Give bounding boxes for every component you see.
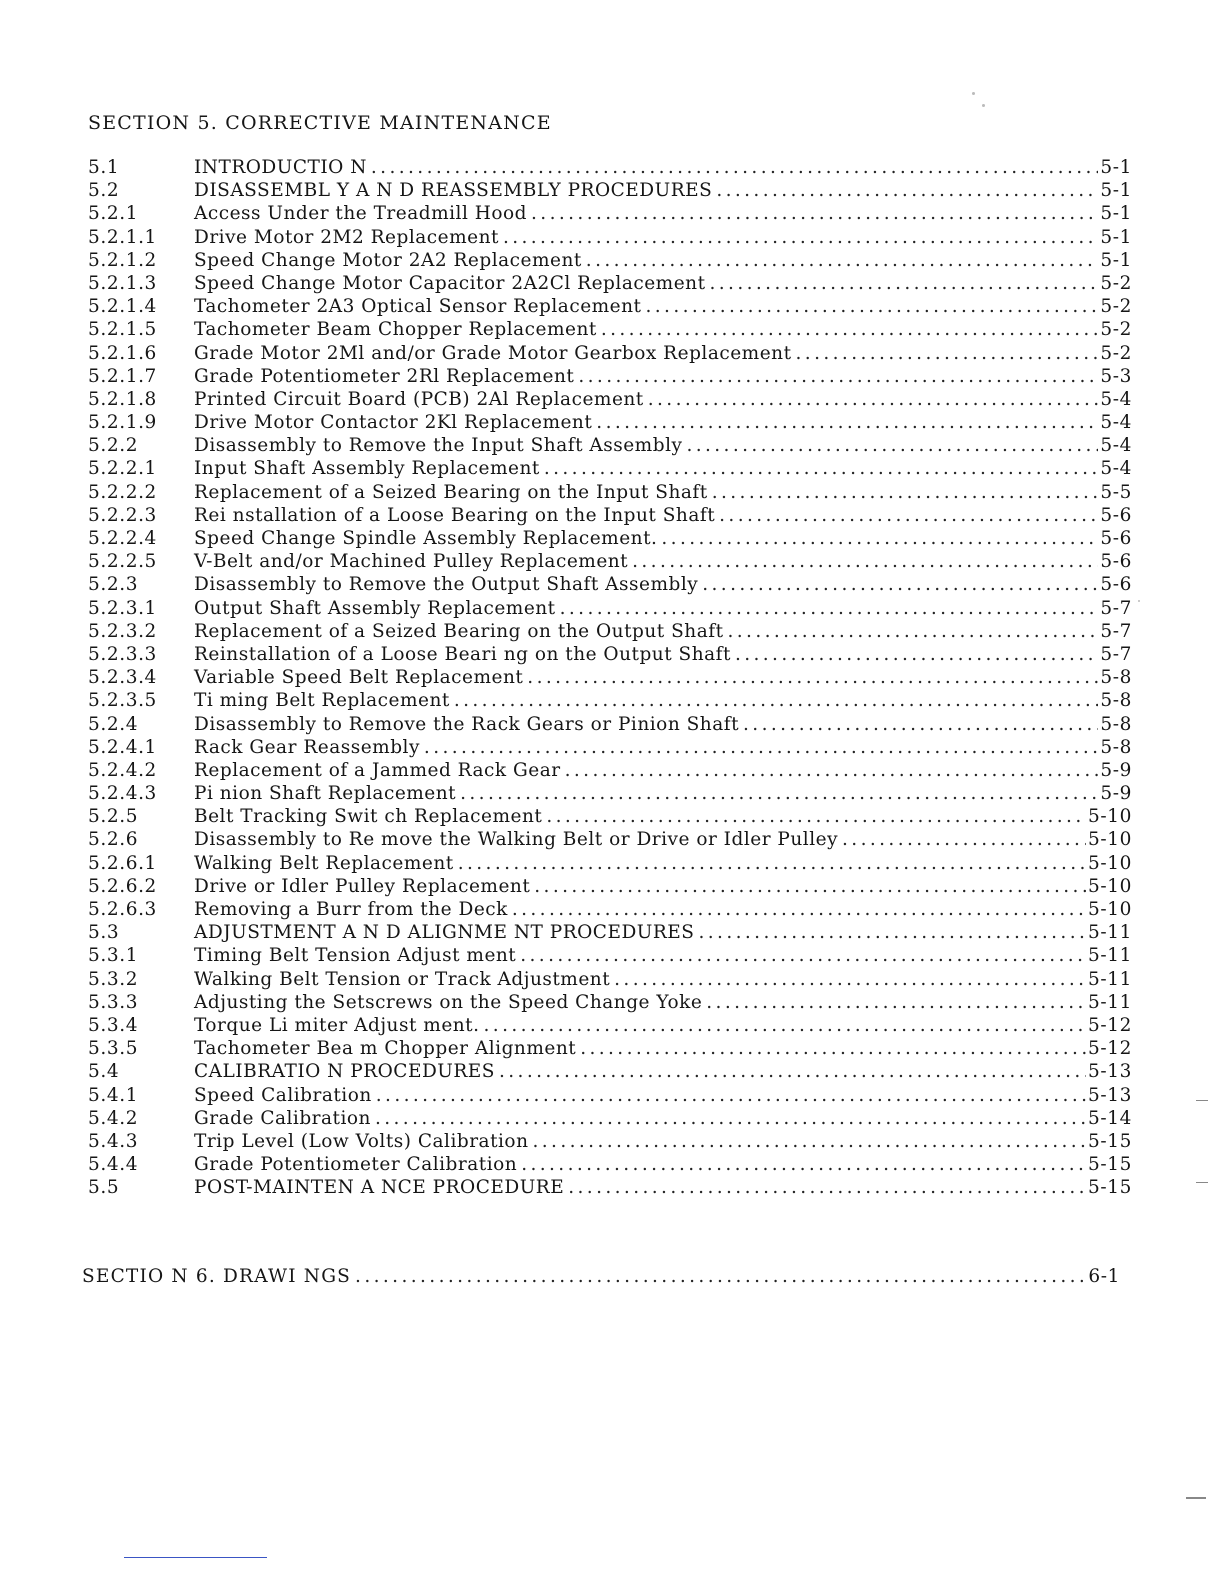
toc-entry bbox=[88, 689, 1132, 712]
section-5-heading: SECTION 5. CORRECTIVE MAINTENANCE bbox=[88, 112, 552, 134]
toc-entry-page: 5-1 bbox=[1100, 249, 1132, 271]
scan-mark bbox=[1196, 1182, 1208, 1183]
toc-entry-number: 5.2.4.2 bbox=[88, 759, 157, 781]
dot-leader bbox=[706, 991, 1086, 1014]
dot-leader bbox=[568, 1176, 1086, 1199]
toc-entry-title: Disassembly to Remove the Rack Gears or Pinion Shaft bbox=[194, 713, 740, 735]
toc-entry-number: 5.2.6.3 bbox=[88, 899, 157, 920]
toc-entry-page: 5-8 bbox=[1100, 667, 1132, 689]
dot-leader bbox=[512, 898, 1086, 921]
toc-entry bbox=[88, 481, 1132, 504]
dot-leader bbox=[521, 1153, 1086, 1176]
toc-entry-page: 5-14 bbox=[1088, 1107, 1132, 1129]
toc-entry bbox=[88, 318, 1132, 341]
toc-entry-number: 5.2.2.1 bbox=[88, 458, 157, 480]
dot-leader bbox=[560, 597, 1099, 620]
dot-leader bbox=[645, 295, 1098, 318]
toc-entry bbox=[88, 411, 1132, 434]
toc-entry bbox=[88, 527, 1132, 550]
toc-entry bbox=[88, 202, 1132, 225]
toc-entry-title: Belt Tracking Swit ch Replacement bbox=[194, 806, 543, 828]
toc-entry-title: DISASSEMBL Y A N D REASSEMBLY PROCEDURES bbox=[194, 180, 713, 202]
toc-entry-page: 5-3 bbox=[1100, 365, 1132, 387]
dot-leader bbox=[648, 388, 1099, 411]
dot-leader bbox=[698, 921, 1086, 944]
toc-entry-title: Rei nstallation of a Loose Bearing on the Input Shaft bbox=[194, 504, 716, 526]
toc-entry-page: 5-6 bbox=[1100, 504, 1132, 526]
toc-entry-page: 5-1 bbox=[1100, 157, 1132, 178]
toc-entry-page: 5-9 bbox=[1100, 783, 1132, 805]
toc-entry-title: Speed Change Spindle Assembly Replacement. bbox=[194, 528, 658, 549]
toc-entry bbox=[88, 875, 1132, 898]
toc-entry-number: 5.3.4 bbox=[88, 1014, 139, 1036]
toc-entry-number: 5.2.3.5 bbox=[88, 690, 157, 712]
dot-leader bbox=[661, 527, 1098, 550]
dot-leader bbox=[355, 1265, 1086, 1288]
toc-entry-title: Rack Gear Reassembly bbox=[194, 736, 420, 758]
toc-entry-page: 5-10 bbox=[1088, 899, 1132, 920]
toc-entry-number: 5.3.3 bbox=[88, 991, 139, 1013]
toc-entry-page: 5-2 bbox=[1100, 319, 1132, 341]
toc-entry bbox=[88, 944, 1132, 967]
toc-entry-title: Printed Circuit Board (PCB) 2Al Replacement bbox=[194, 388, 644, 410]
toc-entry bbox=[88, 991, 1132, 1014]
dot-leader bbox=[614, 968, 1086, 991]
toc-entry-title: Disassembly to Remove the Input Shaft Assembly bbox=[194, 435, 683, 457]
toc-entry bbox=[88, 782, 1132, 805]
toc-entry bbox=[88, 272, 1132, 295]
toc-entry bbox=[88, 179, 1132, 202]
dot-leader bbox=[424, 736, 1098, 759]
table-of-contents bbox=[88, 156, 1132, 1199]
dot-leader bbox=[533, 1130, 1087, 1153]
dot-leader bbox=[580, 1037, 1086, 1060]
toc-entry bbox=[88, 295, 1132, 318]
dot-leader bbox=[710, 272, 1099, 295]
toc-entry-page: 5-7 bbox=[1100, 643, 1132, 665]
toc-entry-number: 5.2.1.3 bbox=[88, 272, 157, 294]
toc-entry-number: 5.2.3 bbox=[88, 574, 139, 596]
toc-entry bbox=[88, 1176, 1132, 1199]
toc-entry-page: 5-4 bbox=[1100, 412, 1132, 434]
toc-entry-number: 5.3.5 bbox=[88, 1038, 139, 1060]
toc-entry-title: Adjusting the Setscrews on the Speed Change Yoke bbox=[194, 991, 703, 1013]
toc-entry-title: Speed Calibration bbox=[194, 1084, 372, 1106]
toc-entry-number: 5.4.2 bbox=[88, 1107, 139, 1129]
toc-entry-page: 5-4 bbox=[1100, 388, 1132, 410]
dot-leader bbox=[578, 365, 1098, 388]
dot-leader bbox=[735, 643, 1098, 666]
toc-entry-title: SECTIO N 6. DRAWI NGS bbox=[82, 1266, 352, 1287]
toc-entry-page: 5-10 bbox=[1088, 806, 1132, 828]
toc-entry bbox=[88, 620, 1132, 643]
toc-entry-title: ADJUSTMENT A N D ALIGNME NT PROCEDURES bbox=[194, 922, 695, 944]
toc-entry-page: 5-11 bbox=[1088, 922, 1132, 944]
toc-entry bbox=[88, 736, 1132, 759]
toc-entry-number: 5.2.5 bbox=[88, 806, 139, 828]
toc-entry-page: 5-1 bbox=[1100, 203, 1132, 225]
dot-leader bbox=[686, 434, 1098, 457]
toc-entry-number: 5.5 bbox=[88, 1177, 120, 1199]
dot-leader bbox=[520, 944, 1086, 967]
toc-entry-title: Walking Belt Tension or Track Adjustment bbox=[194, 968, 611, 990]
toc-entry-title: Speed Change Motor 2A2 Replacement bbox=[194, 249, 582, 271]
toc-entry-title: Disassembly to Remove the Output Shaft Assembly bbox=[194, 574, 699, 596]
toc-entry-page: 5-4 bbox=[1100, 458, 1132, 480]
toc-entry-page: 5-2 bbox=[1100, 342, 1132, 364]
toc-entry-number: 5.2.4 bbox=[88, 713, 139, 735]
dot-leader bbox=[460, 782, 1098, 805]
dot-leader bbox=[842, 828, 1086, 851]
toc-entry-page: 5-13 bbox=[1088, 1061, 1132, 1083]
toc-entry-number: 5.2 bbox=[88, 180, 120, 202]
dot-leader bbox=[632, 550, 1098, 573]
dot-leader bbox=[376, 1084, 1086, 1107]
toc-entry-number: 5.2.6 bbox=[88, 829, 139, 851]
toc-entry-number: 5.4.3 bbox=[88, 1130, 139, 1152]
toc-entry bbox=[88, 249, 1132, 272]
toc-entry-title: Grade Calibration bbox=[194, 1107, 371, 1129]
toc-entry-title: Trip Level (Low Volts) Calibration bbox=[194, 1130, 529, 1152]
toc-entry-title: Access Under the Treadmill Hood bbox=[194, 203, 528, 225]
dot-leader bbox=[712, 481, 1099, 504]
toc-entry bbox=[88, 573, 1132, 596]
toc-entry-title: Replacement of a Seized Bearing on the Input Shaft bbox=[194, 481, 708, 503]
toc-entry-title: Ti ming Belt Replacement bbox=[194, 690, 450, 712]
dot-leader bbox=[371, 156, 1099, 179]
toc-entry-title: CALIBRATIO N PROCEDURES bbox=[194, 1061, 495, 1083]
toc-entry-number: 5.2.3.4 bbox=[88, 667, 157, 689]
toc-entry bbox=[88, 1130, 1132, 1153]
dot-leader bbox=[458, 852, 1086, 875]
toc-entry bbox=[88, 921, 1132, 944]
toc-entry-section-6 bbox=[82, 1265, 1120, 1288]
dot-leader bbox=[586, 249, 1099, 272]
toc-entry bbox=[88, 968, 1132, 991]
toc-entry bbox=[88, 828, 1132, 851]
toc-entry bbox=[88, 1153, 1132, 1176]
toc-entry-title: Tachometer Bea m Chopper Alignment bbox=[194, 1038, 577, 1060]
toc-entry-page: 5-6 bbox=[1100, 528, 1132, 549]
toc-entry-title: Reinstallation of a Loose Beari ng on the Output Shaft bbox=[194, 643, 731, 665]
toc-entry-page: 5-12 bbox=[1088, 1014, 1132, 1036]
toc-entry-page: 5-10 bbox=[1088, 829, 1132, 851]
toc-entry-title: Drive or Idler Pulley Replacement bbox=[194, 875, 531, 897]
toc-entry-page: 5-9 bbox=[1100, 759, 1132, 781]
toc-entry-title: Replacement of a Jammed Rack Gear bbox=[194, 759, 561, 781]
dot-leader bbox=[484, 1014, 1087, 1037]
toc-entry-number: 5.3 bbox=[88, 922, 120, 944]
dot-leader bbox=[728, 620, 1099, 643]
toc-entry bbox=[88, 342, 1132, 365]
toc-entry-page: 5-11 bbox=[1088, 945, 1132, 967]
toc-entry-page: 5-10 bbox=[1088, 852, 1132, 874]
toc-entry bbox=[88, 597, 1132, 620]
toc-entry-number: 5.4.1 bbox=[88, 1084, 139, 1106]
toc-entry-title: Removing a Burr from the Deck bbox=[194, 899, 508, 920]
toc-entry-page: 5-15 bbox=[1088, 1130, 1132, 1152]
toc-entry-number: 5.2.6.2 bbox=[88, 875, 157, 897]
dot-leader bbox=[375, 1107, 1086, 1130]
toc-entry bbox=[88, 388, 1132, 411]
toc-entry bbox=[88, 1084, 1132, 1107]
toc-entry-number: 5.2.3.2 bbox=[88, 620, 157, 642]
toc-entry-number: 5.2.4.1 bbox=[88, 736, 157, 758]
toc-entry-page: 5-8 bbox=[1100, 690, 1132, 712]
dot-leader bbox=[796, 342, 1099, 365]
scan-mark bbox=[1196, 1100, 1208, 1101]
toc-entry-title: Torque Li miter Adjust ment. bbox=[194, 1014, 480, 1036]
toc-entry-page: 5-7 bbox=[1100, 597, 1132, 619]
dot-leader bbox=[716, 179, 1098, 202]
dot-leader bbox=[565, 759, 1099, 782]
toc-entry-number: 5.2.1.4 bbox=[88, 296, 157, 318]
dot-leader bbox=[743, 713, 1098, 736]
toc-entry bbox=[88, 898, 1132, 921]
toc-entry-number: 5.2.4.3 bbox=[88, 783, 157, 805]
dot-leader bbox=[702, 573, 1098, 596]
toc-entry bbox=[88, 434, 1132, 457]
toc-entry-title: Walking Belt Replacement bbox=[194, 852, 454, 874]
dot-leader bbox=[601, 318, 1099, 341]
toc-entry-title: Drive Motor 2M2 Replacement bbox=[194, 226, 499, 248]
dot-leader bbox=[544, 457, 1099, 480]
toc-entry-number: 5.2.1.7 bbox=[88, 365, 157, 387]
scan-speck bbox=[1138, 600, 1140, 602]
toc-entry-page: 5-1 bbox=[1100, 226, 1132, 248]
footer-rule bbox=[124, 1557, 267, 1558]
toc-entry-number: 5.2.1.1 bbox=[88, 226, 157, 248]
toc-entry bbox=[88, 805, 1132, 828]
dot-leader bbox=[546, 805, 1086, 828]
toc-entry-page: 6-1 bbox=[1088, 1266, 1120, 1287]
toc-entry-title: Grade Motor 2Ml and/or Grade Motor Gearbox Replacement bbox=[194, 342, 792, 364]
toc-entry-page: 5-10 bbox=[1088, 875, 1132, 897]
scan-speck bbox=[972, 92, 975, 95]
toc-entry-page: 5-8 bbox=[1100, 713, 1132, 735]
toc-entry-page: 5-11 bbox=[1088, 991, 1132, 1013]
toc-entry-number: 5.2.1.9 bbox=[88, 412, 157, 434]
toc-entry-title: Disassembly to Re move the Walking Belt or Drive or Idler Pulley bbox=[194, 829, 839, 851]
toc-entry-page: 5-13 bbox=[1088, 1084, 1132, 1106]
toc-entry bbox=[88, 156, 1132, 179]
toc-entry bbox=[88, 1037, 1132, 1060]
toc-entry-title: Grade Potentiometer 2Rl Replacement bbox=[194, 365, 575, 387]
toc-entry bbox=[88, 504, 1132, 527]
toc-entry-page: 5-15 bbox=[1088, 1177, 1132, 1199]
toc-entry-number: 5.3.1 bbox=[88, 945, 139, 967]
toc-entry-number: 5.2.3.1 bbox=[88, 597, 157, 619]
scan-mark bbox=[1186, 1497, 1206, 1499]
dot-leader bbox=[503, 226, 1098, 249]
dot-leader bbox=[531, 202, 1098, 225]
dot-leader bbox=[527, 666, 1098, 689]
toc-entry-title: Tachometer Beam Chopper Replacement bbox=[194, 319, 597, 341]
dot-leader bbox=[454, 689, 1099, 712]
dot-leader bbox=[719, 504, 1098, 527]
toc-entry-title: Drive Motor Contactor 2Kl Replacement bbox=[194, 412, 593, 434]
toc-entry-page: 5-1 bbox=[1100, 180, 1132, 202]
toc-entry-title: Output Shaft Assembly Replacement bbox=[194, 597, 556, 619]
toc-entry bbox=[88, 1107, 1132, 1130]
toc-entry-page: 5-7 bbox=[1100, 620, 1132, 642]
toc-entry-page: 5-15 bbox=[1088, 1154, 1132, 1176]
toc-entry bbox=[88, 759, 1132, 782]
toc-entry bbox=[88, 666, 1132, 689]
toc-entry-title: Timing Belt Tension Adjust ment bbox=[194, 945, 517, 967]
toc-entry-page: 5-2 bbox=[1100, 296, 1132, 318]
toc-entry bbox=[88, 852, 1132, 875]
toc-entry-title: INTRODUCTIO N bbox=[194, 157, 367, 178]
dot-leader bbox=[596, 411, 1098, 434]
toc-entry bbox=[88, 457, 1132, 480]
toc-entry-page: 5-5 bbox=[1100, 481, 1132, 503]
toc-entry bbox=[88, 1014, 1132, 1037]
toc-entry-page: 5-6 bbox=[1100, 574, 1132, 596]
toc-entry-page: 5-8 bbox=[1100, 736, 1132, 758]
toc-entry-title: Speed Change Motor Capacitor 2A2Cl Replacement bbox=[194, 272, 706, 294]
toc-entry-number: 5.2.1 bbox=[88, 203, 139, 225]
toc-entry-number: 5.2.6.1 bbox=[88, 852, 157, 874]
toc-entry-number: 5.2.2.5 bbox=[88, 551, 157, 573]
toc-entry-title: Tachometer 2A3 Optical Sensor Replacement bbox=[194, 296, 642, 318]
toc-entry-title: V-Belt and/or Machined Pulley Replacement bbox=[194, 551, 629, 573]
toc-entry-page: 5-11 bbox=[1088, 968, 1132, 990]
toc-entry-number: 5.2.1.8 bbox=[88, 388, 157, 410]
toc-entry-title: Pi nion Shaft Replacement bbox=[194, 783, 457, 805]
dot-leader bbox=[499, 1060, 1086, 1083]
toc-entry-number: 5.2.3.3 bbox=[88, 643, 157, 665]
toc-entry-title: Grade Potentiometer Calibration bbox=[194, 1154, 518, 1176]
toc-entry bbox=[88, 713, 1132, 736]
dot-leader bbox=[534, 875, 1086, 898]
toc-entry-page: 5-12 bbox=[1088, 1038, 1132, 1060]
toc-entry-title: Variable Speed Belt Replacement bbox=[194, 667, 524, 689]
toc-entry-number: 5.2.1.5 bbox=[88, 319, 157, 341]
toc-entry-number: 5.2.2.3 bbox=[88, 504, 157, 526]
toc-entry-number: 5.1 bbox=[88, 157, 120, 178]
toc-entry-page: 5-6 bbox=[1100, 551, 1132, 573]
toc-entry bbox=[88, 226, 1132, 249]
toc-entry bbox=[88, 643, 1132, 666]
toc-entry-number: 5.2.1.6 bbox=[88, 342, 157, 364]
toc-entry-number: 5.4 bbox=[88, 1061, 120, 1083]
scan-speck bbox=[982, 104, 985, 107]
toc-entry bbox=[88, 550, 1132, 573]
toc-entry-page: 5-4 bbox=[1100, 435, 1132, 457]
toc-entry-number: 5.4.4 bbox=[88, 1154, 139, 1176]
toc-entry-title: Replacement of a Seized Bearing on the Output Shaft bbox=[194, 620, 724, 642]
toc-entry-number: 5.2.2.2 bbox=[88, 481, 157, 503]
toc-entry-number: 5.2.2 bbox=[88, 435, 139, 457]
toc-entry-number: 5.2.1.2 bbox=[88, 249, 157, 271]
toc-entry-title: Input Shaft Assembly Replacement bbox=[194, 458, 540, 480]
toc-entry-page: 5-2 bbox=[1100, 272, 1132, 294]
toc-entry bbox=[88, 365, 1132, 388]
toc-entry-number: 5.3.2 bbox=[88, 968, 139, 990]
toc-entry bbox=[88, 1060, 1132, 1083]
toc-entry-title: POST-MAINTEN A NCE PROCEDURE bbox=[194, 1177, 565, 1199]
toc-entry-number: 5.2.2.4 bbox=[88, 528, 157, 549]
